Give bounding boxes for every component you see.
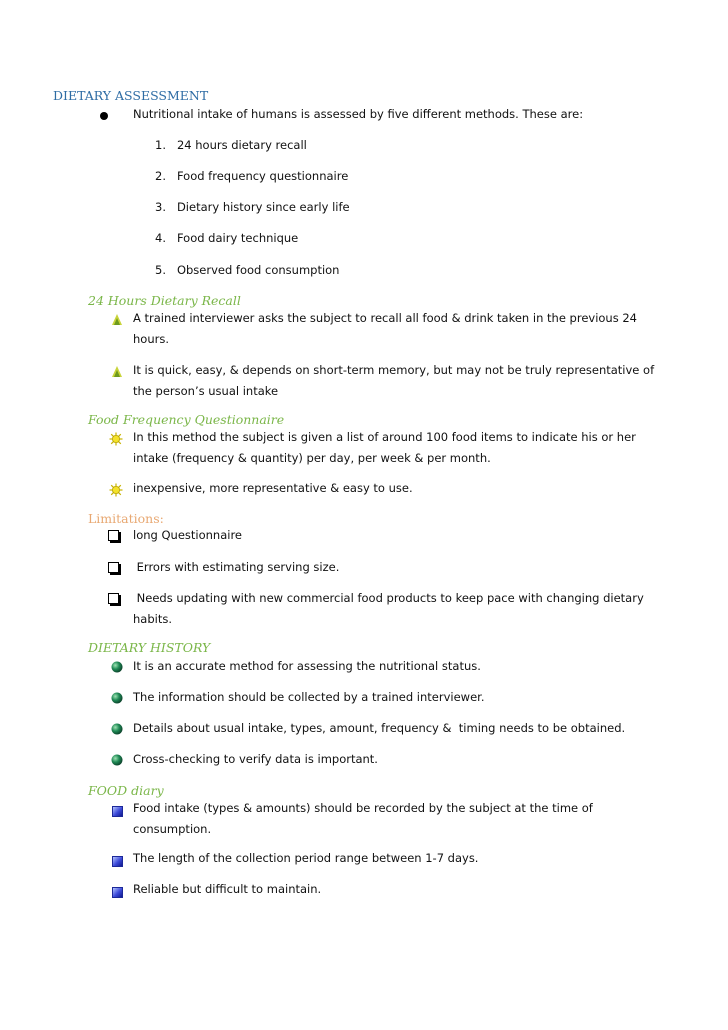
blue-square-icon — [110, 885, 124, 899]
list-item: It is quick, easy, & depends on short-term memory, but may not be truly representative of the person’s usual intake — [133, 363, 655, 398]
list-item: inexpensive, more representative & easy to use. — [133, 481, 413, 495]
list-item: The length of the collection period range between 1-7 days. — [133, 851, 479, 865]
blue-square-icon — [110, 804, 124, 818]
yellow-green-arrow-icon — [110, 364, 124, 378]
list-item: A trained interviewer asks the subject to recall all food & drink taken in the previous 24 hours. — [133, 311, 638, 346]
list-item: Food intake (types & amounts) should be recorded by the subject at the time of consumption. — [133, 801, 593, 836]
blue-square-icon — [110, 854, 124, 868]
yellow-green-arrow-icon — [110, 312, 124, 326]
list-item: Errors with estimating serving size. — [133, 560, 340, 574]
list-item: 3. Dietary history since early life — [155, 200, 350, 214]
checkbox-icon — [107, 529, 121, 543]
section-heading-limitations: Limitations: — [88, 511, 164, 526]
black-dot-icon — [97, 109, 111, 123]
section-heading-diary: FOOD diary — [88, 783, 164, 798]
yellow-sun-icon — [109, 482, 123, 496]
list-item: The information should be collected by a trained interviewer. — [133, 690, 485, 704]
green-globe-icon — [110, 659, 124, 673]
list-item: In this method the subject is given a list of around 100 food items to indicate his or her intake (frequency & quantity) per day, per week & per month. — [133, 430, 636, 465]
page-title: DIETARY ASSESSMENT — [53, 88, 209, 103]
section-heading-history: DIETARY HISTORY — [88, 640, 211, 655]
list-item: Reliable but difficult to maintain. — [133, 882, 322, 896]
green-globe-icon — [110, 721, 124, 735]
section-heading-recall: 24 Hours Dietary Recall — [88, 293, 241, 308]
green-globe-icon — [110, 690, 124, 704]
list-item: Details about usual intake, types, amount, frequency & timing needs to be obtained. — [133, 721, 626, 735]
checkbox-icon — [107, 592, 121, 606]
section-heading-ffq: Food Frequency Questionnaire — [88, 412, 285, 427]
list-item: long Questionnaire — [133, 528, 242, 542]
list-item: It is an accurate method for assessing the nutritional status. — [133, 659, 481, 673]
list-item: 4. Food dairy technique — [155, 231, 299, 245]
intro-text: Nutritional intake of humans is assessed by five different methods. These are: — [133, 107, 584, 121]
list-item: 5. Observed food consumption — [155, 263, 340, 277]
green-globe-icon — [110, 752, 124, 766]
list-item: Needs updating with new commercial food products to keep pace with changing dietary habits. — [133, 591, 644, 626]
yellow-sun-icon — [109, 431, 123, 445]
checkbox-icon — [107, 561, 121, 575]
list-item: 1. 24 hours dietary recall — [155, 138, 307, 152]
list-item: Cross-checking to verify data is important. — [133, 752, 378, 766]
list-item: 2. Food frequency questionnaire — [155, 169, 349, 183]
